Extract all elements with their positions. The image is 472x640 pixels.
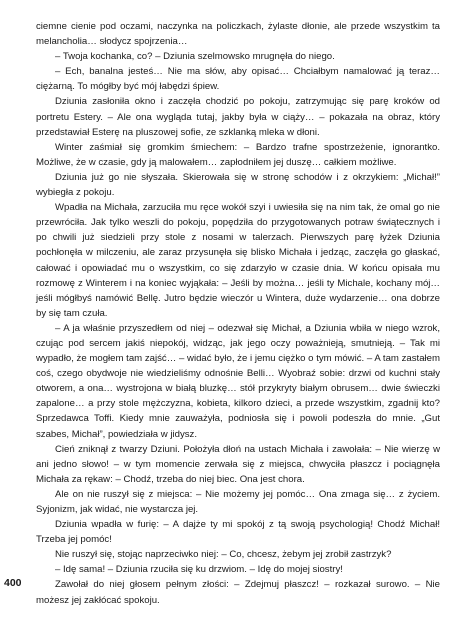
paragraph: Dziunia już go nie słyszała. Skierowała się w stronę schodów i z okrzykiem: „Michał!” wybiegła z pokoju. xyxy=(36,171,440,199)
paragraph: Wpadła na Michała, zarzuciła mu ręce wokół szyi i uwiesiła się na nim tak, że omal go nie przewróciła. Jak tylko weszli do pokoju, popędziła do przygotowanych potraw świątecznych i po chwili już siedzieli przy stole z nosami w talerzach. Pierwszych parę łyżek Dziunia pochłonęła w milczeniu, ale zaraz przysunęła się blisko Michała i jedząc, zaczęła go głaskać, całować i opowiadać mu o wszystkim, co się zdarzyło w czasie dnia. W końcu opisała mu rozmowę z Winterem i na koniec wyjąkała: – Jeśli by można… jeśli ty Michale, kochany mój… jeśli mógłbyś namówić Bellę. Jutro będzie wieczór u Wintera, duże wydarzenie… ona dobrze by się tam czuła. xyxy=(36,202,440,319)
paragraph: Dziunia zasłoniła okno i zaczęła chodzić po pokoju, zatrzymując się parę kroków od portretu Estery. – Ale ona wygląda tutaj, jakby była w ciąży… – pokazała na obraz, który przedstawiał Esterę na pluszowej sofie, ze szklanką mleka w dłoni. xyxy=(36,96,440,138)
paragraph: ciemne cienie pod oczami, naczynka na policzkach, żylaste dłonie, ale przede wszystkim ta melancholia… słodycz spojrzenia… xyxy=(36,21,440,48)
paragraph: Nie ruszył się, stojąc naprzeciwko niej: – Co, chcesz, żebym jej zrobił zastrzyk? xyxy=(55,549,392,561)
paragraph: – Twoja kochanka, co? – Dziunia szelmowsko mrugnęła do niego. xyxy=(55,51,335,63)
paragraph: Zawołał do niej głosem pełnym złości: – Zdejmuj płaszcz! – rozkazał surowo. – Nie możesz jej zakłócać spokoju. xyxy=(36,579,440,606)
page-number: 400 xyxy=(4,577,22,589)
page-margin xyxy=(0,0,30,640)
paragraph: – A ja właśnie przyszedłem od niej – odezwał się Michał, a Dziunia wbiła w niego wzrok, czując pod sercem jakiś niepokój, widząc, jak jego oczy poważnieją, smutnieją. – Tak mi wypadło, że mogłem tam zajść… – widać było, że i jemu ciężko o tym mówić. – A tam zastałem coś, czego obydwoje nie wiedzieliśmy odnośnie Belli… Wyobraź sobie: drzwi od kuchni stały otworem, a ona… wystrojona w białą bluzkę… stół przykryty białym obrusem… dwie świeczki zapalone… a przy stole mężczyzna, kobieta, kilkoro dzieci, a przede wszystkim, zgadnij kto? Sprzedawca Toffi. Kiedy mnie zauważyła, podniosła się i powoli podeszła do mnie. „Gut szabes, Michał”, powiedziała w jidysz. xyxy=(36,322,440,440)
paragraph: Winter zaśmiał się gromkim śmiechem: – Bardzo trafne spostrzeżenie, ignorantko. Możliwe, że w czasie, gdy ją malowałem… zapłodniłem jej duszę… całkiem możliwe. xyxy=(36,141,440,168)
paragraph: – Ech, banalna jesteś… Nie ma słów, aby opisać… Chciałbym namalować ją teraz… ciężarną. To mógłby być mój łabędzi śpiew. xyxy=(36,66,440,93)
paragraph: Dziunia wpadła w furię: – A dajże ty mi spokój z tą swoją psychologią! Chodź Michał! Trzeba jej pomóc! xyxy=(36,519,440,546)
paragraph: Ale on nie ruszył się z miejsca: – Nie możemy jej pomóc… Ona zmaga się… z życiem. Syjonizm, jak widać, nie wystarcza jej. xyxy=(36,488,440,515)
paragraph: Cień zniknął z twarzy Dziuni. Położyła dłoń na ustach Michała i zawołała: – Nie wierzę w ani jedno słowo! – w tym momencie zerwała się z miejsca, chwyciła płaszcz i pociągnęła Michała za rękaw: – Chodź, trzeba do niej biec. Ona jest chora. xyxy=(36,443,440,485)
body-text xyxy=(36,19,440,608)
paragraph: – Idę sama! – Dziunia rzuciła się ku drzwiom. – Idę do mojej siostry! xyxy=(55,564,343,576)
